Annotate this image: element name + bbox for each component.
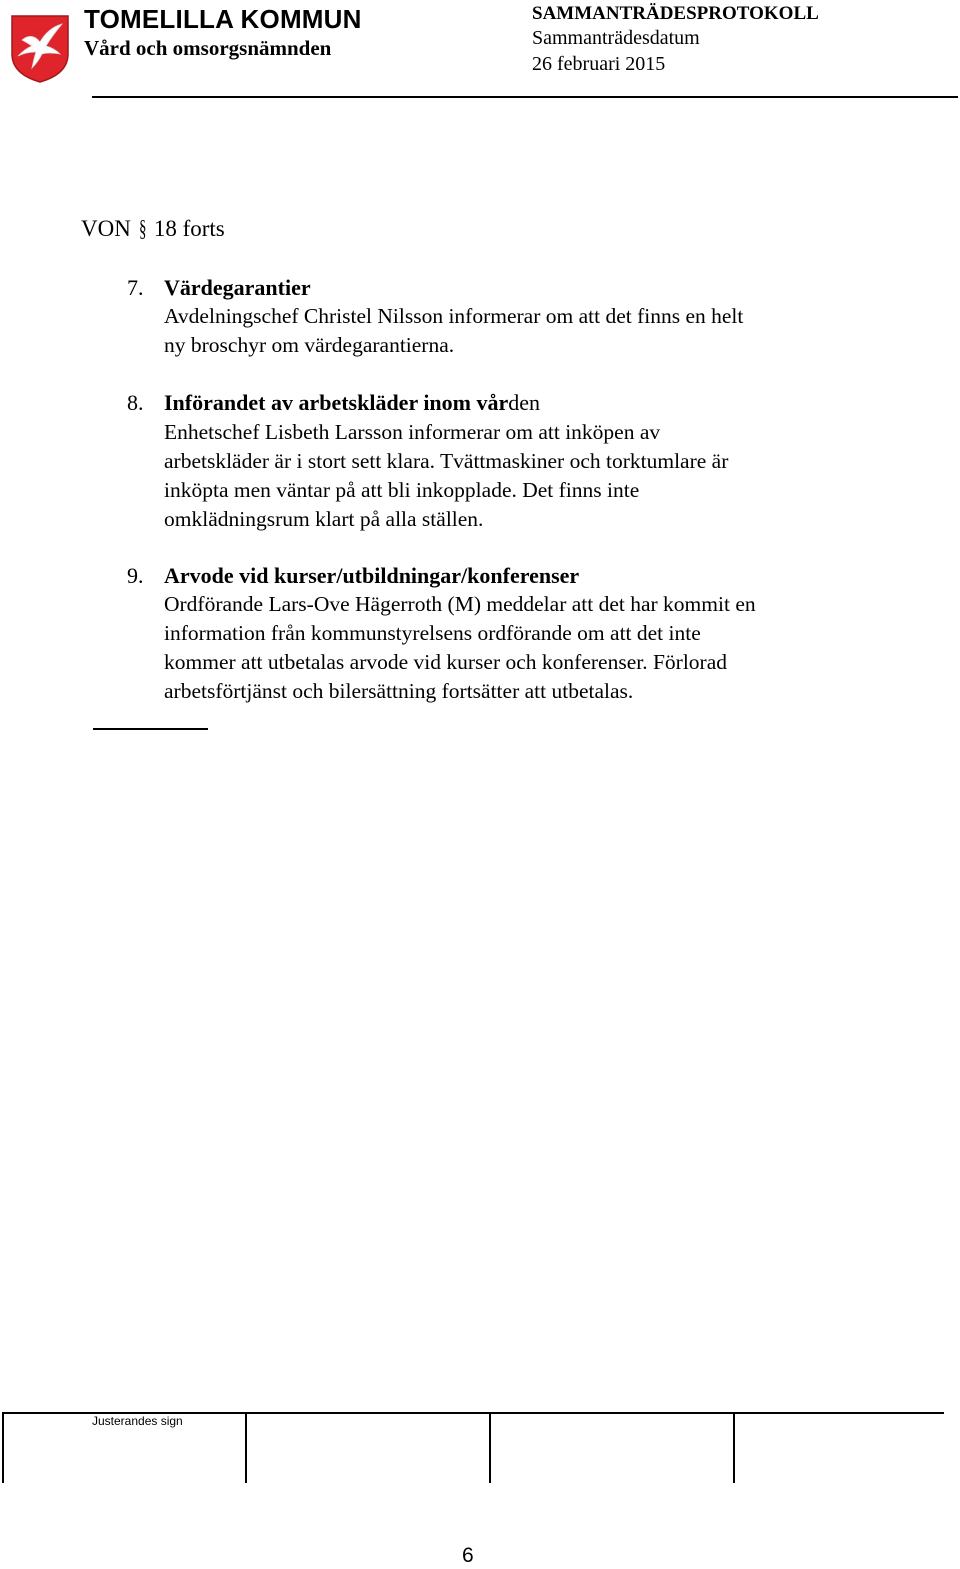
item-body: [164, 302, 864, 360]
item-title: [164, 275, 311, 301]
meeting-date-label: Sammanträdesdatum: [532, 27, 700, 49]
item-title-text: Införandet av arbetskläder inom vår: [164, 390, 509, 415]
header-divider: [92, 96, 958, 98]
item-line: omklädningsrum klart på alla ställen.: [164, 507, 484, 531]
item-line: Enhetschef Lisbeth Larsson informerar om att inköpen av: [164, 420, 661, 444]
page-number: 6: [462, 1544, 474, 1567]
section-prefix: VON: [81, 216, 131, 241]
signature-cell-divider: [489, 1413, 491, 1483]
item-body: [164, 418, 864, 534]
item-line: Avdelningschef Christel Nilsson informerar om att det finns en helt: [164, 304, 744, 328]
item-line: information från kommunstyrelsens ordförande om att det inte: [164, 621, 701, 645]
item-number: 7.: [127, 275, 144, 300]
item-line: Ordförande Lars-Ove Hägerroth (M) meddelar att det har kommit en: [164, 592, 756, 616]
meeting-date: 26 februari 2015: [532, 53, 666, 75]
item-number: 9.: [127, 563, 144, 588]
committee-name: Vård och omsorgsnämnden: [84, 36, 332, 60]
section-suffix: 18 forts: [153, 216, 225, 241]
item-title: [164, 390, 540, 416]
item-line: inköpta men väntar på att bli inkopplade. Det finns inte: [164, 478, 640, 502]
signature-cell-divider: [2, 1413, 4, 1483]
signature-cell-divider: [245, 1413, 247, 1483]
item-body: [164, 590, 864, 706]
item-title-text: Arvode vid kurser/utbildningar/konferenser: [164, 563, 580, 588]
document-type: SAMMANTRÄDESPROTOKOLL: [532, 3, 819, 24]
end-of-section-rule: [93, 728, 208, 730]
item-line: ny broschyr om värdegarantierna.: [164, 333, 455, 357]
signature-label: Justerandes sign: [92, 1414, 183, 1428]
municipal-coat-of-arms-icon: [10, 14, 70, 84]
item-title-rest: den: [508, 390, 541, 415]
item-line: kommer att utbetalas arvode vid kurser och konferenser. Förlorad: [164, 650, 727, 674]
signature-cell-divider: [733, 1413, 735, 1483]
item-line: arbetsförtjänst och bilersättning fortsätter att utbetalas.: [164, 679, 634, 703]
organization-name: TOMELILLA KOMMUN: [84, 4, 362, 34]
item-title-text: Värdegarantier: [164, 275, 311, 300]
item-title: [164, 563, 579, 589]
item-number: 8.: [127, 390, 144, 415]
section-heading: [81, 216, 225, 242]
section-symbol: §: [138, 216, 147, 241]
item-line: arbetskläder är i stort sett klara. Tvättmaskiner och torktumlare är: [164, 449, 729, 473]
